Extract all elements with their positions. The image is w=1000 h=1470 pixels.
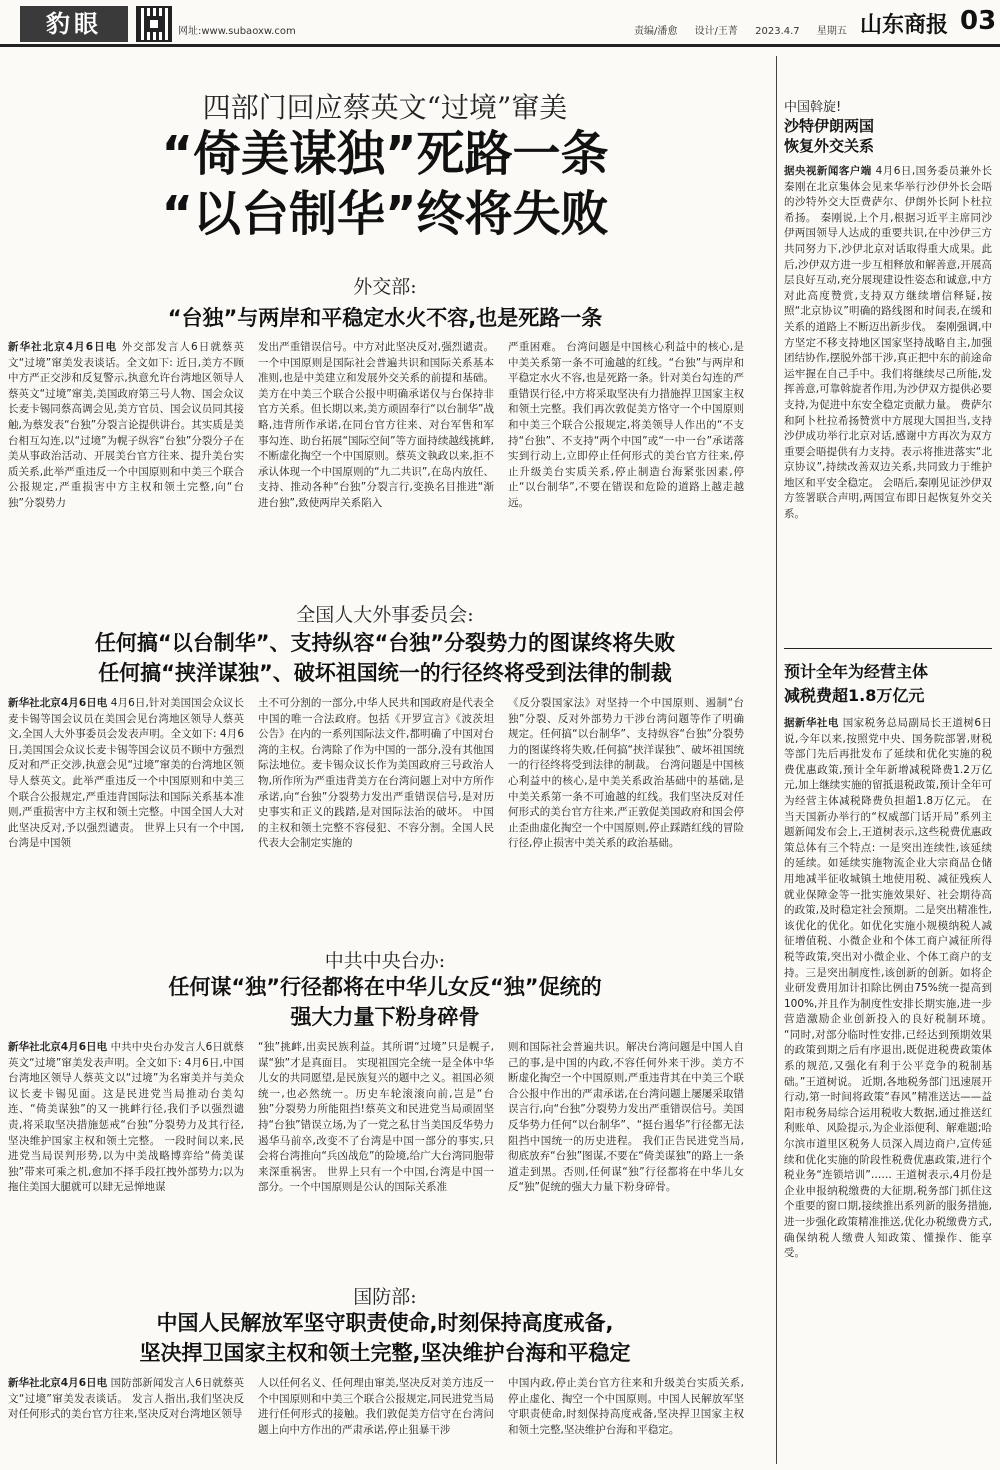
- sidebar-title: 沙特伊朗两国: [784, 117, 875, 135]
- section-kicker: 外交部:: [353, 276, 417, 298]
- article-column: 则和国际社会普遍共识。解决台湾问题是中国人自己的事,是中国的内政,不容任何外来干涉。美方不断虚化掏空一个中国原则,严重违背其在中美三个联合公报中作出的严肃承诺,在台湾问题上屡屡采取错误言行,向“台独”分裂势力发出严重错误信号。美国反华势力任何“以台制华”、“挺台遏华”行径都无法阻挡中国统一的历史进程。 我们正告民进党当局,彻底放弃“台独”图谋,不要在“倚美谋独”的路上一条道走到黑。否则,任何谋“独”行径都将在中华儿女反“独”促统的强大力量下粉身碎骨。: [508, 1041, 744, 1194]
- section-kicker: 国防部:: [353, 1286, 417, 1308]
- sidebar-article: 据新华社电 国家税务总局副局长王道树6日说,今年以来,按照党中央、国务院部署,财税等部门先后再批发布了延续和优化实施的税费优惠政策,预计全年新增减税降费1.2万亿元,加上继续实施的留抵退税政策,预计全年可为经营主体减税降费负担超1.8万亿元。 在当天国新办举行的“权威部门话开局”系列主题新闻发布会上,王道树表示,这些税费优惠政策总体有三个特点: 一是突出连续性,该延续的延续。如延续实施物流企业大宗商品仓储用地减半征收城镇土地使用税、减征残疾人就业保障金等一批实施效果好、社会期待高的政策,及时稳定社会预期。二是突出精准性,该优化的优化。如优化实施小规模纳税人减征增值税、小微企业和个体工商户减征所得税等政策,突出对小微企业、个体工商户的支持。三是突出制度性,该创新的创新。如将企业研发费用加计扣除比例由75%统一提高到100%,并且作为制度性安排长期实施,进一步营造激励企业创新投入的良好税制环境。 “同时,对部分临时性安排,已经达到预期效果的政策到期之后有序退出,既促进税费政策体系的规范,又强化有利于公平竞争的税制基础。”王道树说。 近期,各地税务部门迅速展开行动,第一时间将政策“春风”精准送达——益阳市税务局综合运用税收大数据,通过推送红利账单、风险提示,为企业添便利、解难题;哈尔滨市道里区税务人员深入周边商户,宣传延续和优化实施的阶段性税费优惠政策,进行个税业务“连锁培训”…… 王道树表示,4月份是企业申报纳税缴费的大征期,税务部门抓住这个重要的窗口期,接续推出系列新的服务措施,进一步强化政策精准推送,优化办税缴费方式,确保纳税人缴费人知政策、懂操作、能享受。: [784, 717, 992, 1260]
- section-title: “台独”与两岸和平稳定水火不容,也是死路一条: [167, 306, 603, 330]
- column-divider: [776, 56, 777, 1464]
- dateline: 据新华社电: [784, 717, 839, 729]
- page-header: [0, 0, 1000, 48]
- main-kicker: 四部门回应蔡英文“过境”窜美: [202, 91, 568, 124]
- sidebar-title: 预计全年为经营主体: [784, 662, 929, 681]
- section-kicker: 全国人大外事委员会:: [296, 604, 474, 626]
- sidebar-article: 据央视新闻客户端 4月6日,国务委员兼外长秦刚在北京集体会见来华举行沙伊外长会晤的沙特外交大臣费萨尔、伊朗外长阿卜杜拉希扬。 秦刚说,上个月,根据习近平主席同沙伊两国领导人达成的重要共识,在中沙伊三方共同努力下,沙伊北京对话取得重大成果。此后,沙伊双方进一步互相释放和解善意,开展高层良好互动,充分展现建设性姿态和诚意,中方对此高度赞赏,支持双方继续增信释疑,按照“北京协议”明确的路线图和时间表,在缓和关系的道路上不断迈出新步伐。 秦刚强调,中方坚定不移支持地区国家坚持战略自主,加强团结协作,摆脱外部干涉,真正把中东的前途命运牢握在自己手中。我们将继续尽己所能,发挥善意,可靠斡旋者作用,为沙伊双方提供必要支持,为促进中东安全稳定贡献力量。 费萨尔和阿卜杜拉希扬赞赏中方展现大国担当,支持沙伊成功举行北京对话,感谢中方再次为双方重要会晤提供有力支持。表示将推进落实“北京协议”,持续改善双边关系,共同致力于维护地区和平安全稳定。 会晤后,秦刚见证沙伊双方签署联合声明,两国宣布即日起恢复外交关系。: [784, 165, 992, 521]
- article-column: 新华社北京4月6日电 中共中央台办发言人6日就蔡英文“过境”窜美发表声明。全文如下: 4月6日,中国台湾地区领导人蔡英文以“过境”为名窜美并与美众议长麦卡锡见面。这是民进党当局推动台美勾连、“倚美谋独”的又一挑衅行径,我们予以强烈谴责,将采取坚决措施惩戒“台独”分裂势力及其行径,坚决维护国家主权和领土完整。 一段时间以来,民进党当局误判形势,以为中美战略博弈给“倚美谋独”带来可乘之机,愈加不择手段扛拽外部势力;以为拖住美国大腿就可以肆无忌惮地谋: [8, 1041, 244, 1194]
- section-title: 任何谋“独”行径都将在中华儿女反“独”促统的: [168, 975, 602, 999]
- article-column: 人以任何名义、任何理由窜美,坚决反对美方违反一个中国原则和中美三个联合公报规定,同民进党当局进行任何形式的接触。我们敦促美方信守在台湾问题上向中方作出的严肃承诺,停止狙暴干涉: [258, 1377, 494, 1436]
- sidebar-title: 恢复外交关系: [784, 137, 875, 155]
- designer-credit: 设计/王菁: [694, 26, 738, 37]
- article-column: 《反分裂国家法》对坚持一个中国原则、遏制“台独”分裂、反对外部势力干涉台湾问题等作了明确规定。任何搞“以台制华”、支持纵容“台独”分裂势力的图谋终将失败,任何搞“挟洋谋独”、破坏祖国统一的行径终将受到法律的制裁。 台湾问题是中国核心利益中的核心,是中美关系政治基础中的基础,是中美关系第一条不可逾越的红线。我们坚决反对任何形式的美台官方往来,严正敦促美国政府和国会停止歪曲虚化掏空一个中国原则,停止踩踏红线的冒险行径,停止损害中美关系的政治基础。: [508, 697, 744, 850]
- sidebar-kicker: 中国斡旋!: [784, 100, 842, 115]
- article-column: 土不可分割的一部分,中华人民共和国政府是代表全中国的唯一合法政府。包括《开罗宣言》《波茨坦公告》在内的一系列国际法文件,都明确了中国对台湾的主权。台湾除了作为中国的一部分,没有其他国际法地位。麦卡锡众议长作为美国政府三号政治人物,所作所为严重违背美方在台湾问题上对中方所作承诺,向“台独”分裂势力发出严重错误信号,是对历史事实和正义的践踏,是对国际法治的破坏。 中国的主权和领土完整不容侵犯、不容分割。全国人民代表大会制定实施的: [258, 697, 494, 850]
- article-column: 新华社北京4月6日电 外交部发言人6日就蔡英文“过境”窜美发表谈话。全文如下: 近日,美方不顾中方严正交涉和反复警示,执意允许台湾地区领导人蔡英文“过境”窜美,美国政府第三号人物、国会众议长麦卡锡同蔡高调会见,美方官员、国会议员同其接触,为蔡发表“台独”分裂言论提供讲台。其实质是美台相互勾连,以“过境”为幌子纵容“台独”分裂分子在美从事政治活动、开展美台官方往来、提升美台实质关系,此举严重违反一个中国原则和中美三个联合公报规定,严重损害中方主权和领土完整,向“台独”分裂势力: [8, 341, 244, 509]
- editor-credit: 责编/潘愈: [634, 26, 678, 37]
- article-column: “独”挑衅,出卖民族利益。其所谓“过境”只是幌子,谋“独”才是真面目。 实现祖国完全统一是全体中华儿女的共同愿望,是民族复兴的题中之义。祖国必须统一,也必然统一。历史车轮滚滚向前,岂是“台独”分裂势力所能阻挡!蔡英文和民进党当局顽固坚持“台独”错误立场,为了一党之私甘当美国反华势力遏华马前卒,改变不了台湾是中国一部分的事实,只会将台湾推向“兵凶战危”的险境,给广大台湾同胞带来深重祸害。 世界上只有一个中国,台湾是中国一部分。一个中国原则是公认的国际关系准: [258, 1041, 494, 1194]
- dateline: 新华社北京4月6日电: [8, 341, 118, 353]
- paper-name: 山东商报: [860, 12, 949, 38]
- qr-code-icon: [136, 6, 172, 42]
- section-title: 强大力量下粉身碎骨: [290, 1005, 480, 1029]
- article-column: 新华社北京4月6日电 4月6日,针对美国国会众议长麦卡锡等国会议员在美国会见台湾地区领导人蔡英文,全国人大外事委员会发表声明。全文如下: 4月6日,美国国会众议长麦卡锡等国会议员不顾中方强烈反对和严正交涉,执意会见“过境”窜美的台湾地区领导人蔡英文。此举严重违反一个中国原则和中美三个联合公报规定,严重违背国际法和国际关系基本准则,严重损害中方主权和领土完整。中国全国人大对此坚决反对,予以强烈谴责。 世界上只有一个中国,台湾是中国领: [8, 697, 244, 850]
- article-column: 新华社北京4月6日电 国防部新闻发言人6日就蔡英文“过境”窜美发表谈话。 发言人指出,我们坚决反对任何形式的美台官方往来,坚决反对台湾地区领导: [8, 1377, 244, 1421]
- dateline: 新华社北京4月6日电: [8, 1377, 108, 1389]
- main-headline-2: “以台制华”终将失败: [161, 186, 609, 242]
- section-kicker: 中共中央台办:: [324, 950, 446, 972]
- dateline: 据央视新闻客户端: [784, 165, 872, 177]
- article-column: 中国内政,停止美台官方往来和升级美台实质关系,停止虚化、掏空一个中国原则。中国人民解放军坚守职责使命,时刻保持高度戒备,坚决捍卫国家主权和领土完整,坚决维护台海和平稳定。: [508, 1377, 744, 1436]
- section-title: 任何搞“挟洋谋独”、破坏祖国统一的行径终将受到法律的制裁: [98, 661, 672, 685]
- header-meta: [634, 22, 861, 37]
- section-title: 任何搞“以台制华”、支持纵容“台独”分裂势力的图谋终将失败: [94, 631, 676, 655]
- article-column: 发出严重错误信号。中方对此坚决反对,强烈谴责。 一个中国原则是国际社会普遍共识和国际关系基本准则,也是中美建立和发展外交关系的前提和基础。美方在中美三个联合公报中明确承诺仅与台保持非官方关系。但长期以来,美方顽固奉行“以台制华”战略,违背所作承诺,在同台官方往来、对台军售和军事勾连、助台拓展“国际空间”等方面持续越线挑衅,不断虚化掏空一个中国原则。蔡英文執政以来,拒不承认体现一个中国原则的“九二共识”,在岛内放任、支持、推动各种“台独”分裂言行,变换名目推进“渐进台独”,致使两岸关系陷入: [258, 341, 494, 509]
- section-title: 坚决捍卫国家主权和领土完整,坚决维护台海和平稳定: [139, 1341, 631, 1365]
- dateline: 新华社北京4月6日电: [8, 1041, 108, 1053]
- site-url: 网址:www.subaoxw.com: [178, 26, 296, 37]
- dateline: 新华社北京4月6日电: [8, 697, 108, 709]
- header-rule: [0, 44, 1000, 47]
- section-title: 中国人民解放军坚守职责使命,时刻保持高度戒备,: [156, 1311, 614, 1335]
- article-column: 严重困难。 台湾问题是中国核心利益中的核心,是中美关系第一条不可逾越的红线。“台独”与两岸和平稳定水火不容,也是死路一条。针对美台勾连的严重错误行径,中方将采取坚决有力措施捍卫国家主权和领土完整。我们再次敦促美方恪守一个中国原则和中美三个联合公报规定,将美领导人作出的“不支持“台独”、不支持“两个中国”或“一中一台”承诺落实到行动上,立即停止任何形式的美台官方往来,停止升级美台实质关系,停止制造台海紧张因素,停止“以台制华”,不要在错误和危险的道路上越走越远。: [508, 341, 744, 509]
- section-tag: 豹眼: [20, 6, 128, 42]
- sidebar-rule: [784, 648, 992, 649]
- main-headline-1: “倚美谋独”死路一条: [161, 126, 609, 182]
- page-number: 03: [960, 6, 997, 36]
- issue-date: 2023.4.7: [755, 26, 800, 37]
- issue-weekday: 星期五: [816, 26, 847, 37]
- sidebar-title: 减税费超1.8万亿元: [784, 686, 925, 705]
